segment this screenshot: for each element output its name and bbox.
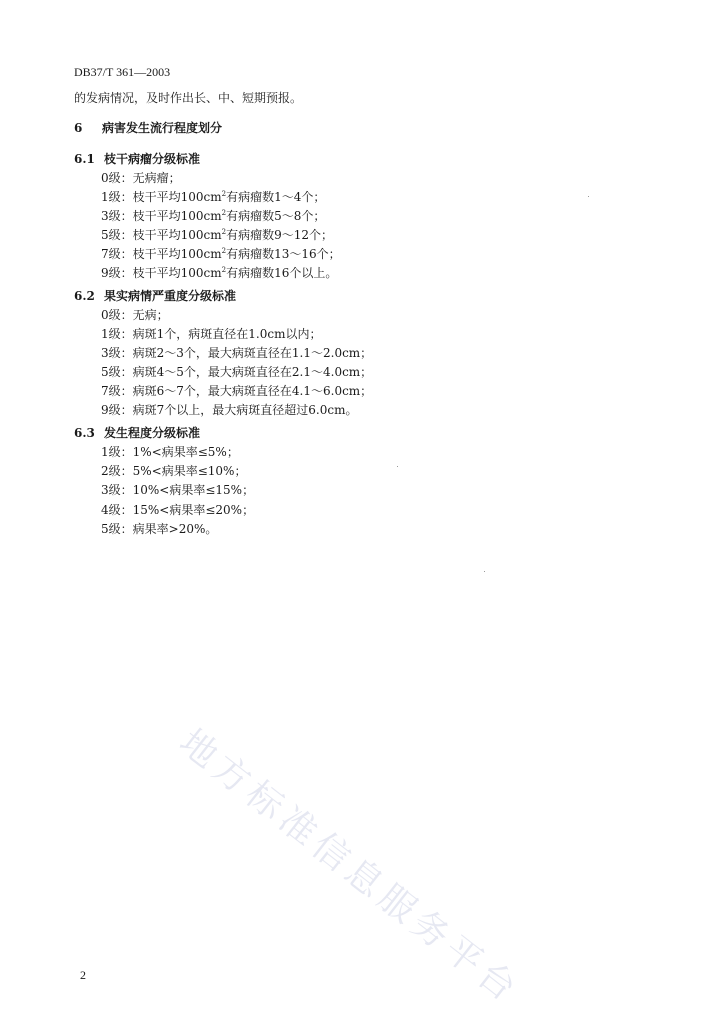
section-number: 6	[74, 121, 83, 135]
page-number: 2	[80, 968, 86, 982]
scan-speck	[588, 196, 589, 197]
subsection-title: 枝干病瘤分级标准	[104, 152, 201, 166]
list-item: 9级：病斑7个以上，最大病斑直径超过6.0cm。	[101, 403, 358, 417]
watermark: 地方标准信息服务平台	[171, 721, 528, 1013]
list-item: 4级：15%<病果率≤20%；	[101, 503, 255, 517]
section-title: 病害发生流行程度划分	[102, 121, 223, 135]
scan-speck	[397, 466, 398, 467]
list-item: 3级：10%<病果率≤15%；	[101, 483, 255, 497]
list-item: 0级：无病；	[101, 308, 169, 322]
subsection-title: 果实病情严重度分级标准	[104, 289, 237, 303]
list-item: 7级：病斑6～7个，最大病斑直径在4.1～6.0cm；	[101, 384, 373, 398]
subsection-6-1-heading	[74, 151, 201, 167]
continuation-text: 的发病情况，及时作出长、中、短期预报。	[74, 91, 303, 105]
subsection-number: 6.3	[74, 426, 95, 440]
list-item: 1级：枝干平均$100cm^2$有病瘤数1～4个；	[101, 190, 326, 204]
document-code-header: DB37/T 361—2003	[74, 65, 171, 79]
list-item: 1级：病斑1个，病斑直径在1.0cm以内；	[101, 327, 322, 341]
list-item: 5级：病斑4～5个，最大病斑直径在2.1～4.0cm；	[101, 365, 373, 379]
subsection-number: 6.1	[74, 152, 95, 166]
section-6-heading	[74, 120, 223, 136]
subsection-title: 发生程度分级标准	[104, 426, 201, 440]
subsection-6-3-heading	[74, 425, 201, 441]
list-item: 5级：枝干平均$100cm^2$有病瘤数9～12个；	[101, 228, 334, 242]
list-item: 2级：5%<病果率≤10%；	[101, 464, 247, 478]
list-item: 3级：枝干平均$100cm^2$有病瘤数5～8个；	[101, 209, 326, 223]
scan-speck	[484, 571, 485, 572]
list-item: 0级：无病瘤；	[101, 171, 181, 185]
list-item: 7级：枝干平均$100cm^2$有病瘤数13～16个；	[101, 247, 341, 261]
list-item: 5级：病果率>20%。	[101, 522, 218, 536]
subsection-number: 6.2	[74, 289, 95, 303]
subsection-6-2-heading	[74, 288, 237, 304]
list-item: 3级：病斑2～3个，最大病斑直径在1.1～2.0cm；	[101, 346, 373, 360]
list-item: 9级：枝干平均$100cm^2$有病瘤数16个以上。	[101, 266, 338, 280]
list-item: 1级：1%<病果率≤5%；	[101, 445, 239, 459]
